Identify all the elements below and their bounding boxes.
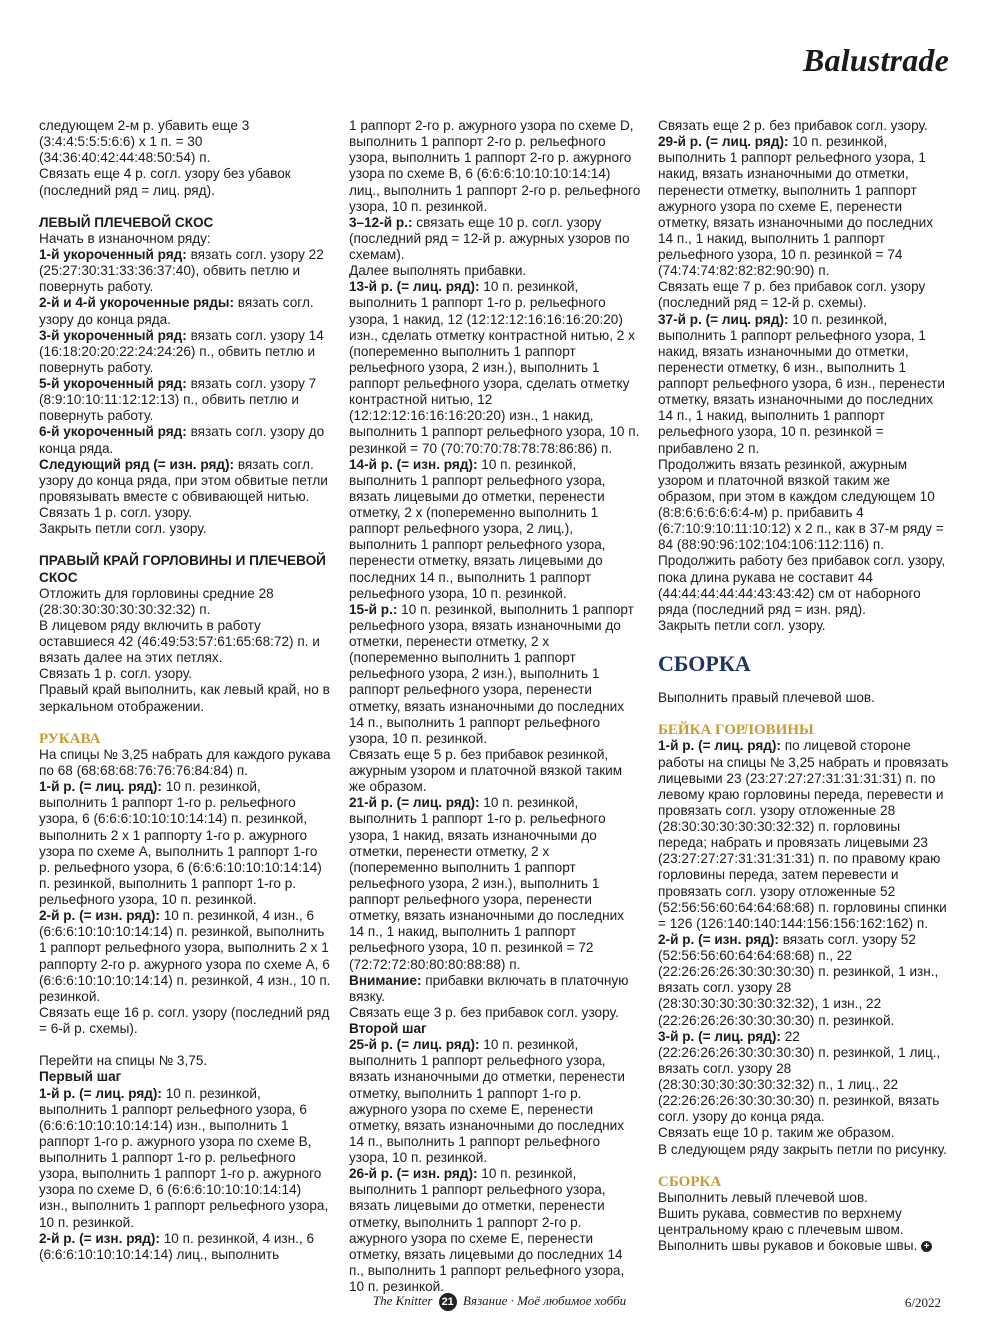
- text-paragraph: Продолжить вязать резинкой, ажурным узором и платочной вязкой таким же образом, при этом в каждом следующем 10 (8:8:6:6:6:6:6:4-м) р. прибавить 4 (6:7:10:9:10:11:10:12) х 2 п., как в 37-м ряду = 84 (88:90:96:102:104:106:112:116) п.: [658, 456, 944, 553]
- page-footer: [0, 1293, 999, 1315]
- chapter-title: СБОРКА: [658, 651, 751, 676]
- row-label: 2-й и 4-й укороченные ряды:: [39, 295, 234, 311]
- instruction-paragraph: [39, 328, 331, 376]
- row-label: 1-й р. (= лиц. ряд):: [39, 779, 162, 795]
- row-label: 26-й р. (= изн. ряд):: [349, 1166, 478, 1182]
- row-text: 22 (22:26:26:26:30:30:30:30) п. резинкой, 1 лиц., вязать согл. узору 28 (28:30:30:30:30:30:32:32) п., 1 лиц., 22 (22:26:26:26:30:30:30:30) п. резинкой, вязать согл. узору до конца ряда.: [658, 1028, 941, 1125]
- row-text: 10 п. резинкой, выполнить 1 раппорт рельефного узора, вязать лицевыми до отметки, перенести отметку, выполнить 1 раппорт 2-го р. ажурного узора по схеме Е, перенести отметку, вязать лицевыми до последних 14 п., выполнить 1 раппорт рельефного узора, 10 п. резинкой.: [349, 1166, 625, 1294]
- row-text: 10 п. резинкой, выполнить 1 раппорт 1-го р. рельефного узора, 1 накид, вязать изнаночными до отметки, перенести отметку, 2 х (попеременно выполнить 1 раппорт рельефного узора, 2 изн.), выполнить 1 раппорт рельефного узора, перенести отметку, вязать изнаночными до последних 14 п., 1 накид, выполнить 1 раппорт рельефного узора, 10 п. резинкой = 72 (72:72:72:80:80:80:88:88) п.: [349, 795, 625, 972]
- row-label: Следующий ряд (= изн. ряд):: [39, 456, 235, 472]
- row-text: 10 п. резинкой, выполнить 1 раппорт рельефного узора, вязать изнаночными до отметки, перенести отметку, выполнить 1 раппорт 1-го р. ажурного узора по схеме Е, перенести отметку, вязать изнаночными до последних 14 п., выполнить 1 раппорт рельефного узора, 10 п. резинкой.: [349, 1037, 626, 1165]
- instruction-paragraph: [658, 932, 950, 1029]
- row-text: 10 п. резинкой, 4 изн., 6 (6:6:6:10:10:10:14:14) п. резинкой, выполнить 1 раппорт рельефного узора, выполнить 2 х 1 раппорту 2-го р. ажурного узора по схеме А, 6 (6:6:6:10:10:10:14:14) п. резинкой, 4 изн., 10 п. резинкой.: [39, 908, 331, 1004]
- instruction-paragraph: [39, 1231, 331, 1263]
- text-paragraph: Связать еще 7 р. без прибавок согл. узору (последний ряд = 12-й р. схемы).: [658, 279, 926, 311]
- row-text: 10 п. резинкой, выполнить 1 раппорт 1-го р. рельефного узора, 1 накид, 12 (12:12:12:16:16:16:20:20) изн., сделать отметку контрастной нитью, 2 х (попеременно выполнить 1 раппорт рельефного узора, 2 изн.), выполнить 1 раппорт рельефного узора, сделать отметку контрастной нитью, 12 (12:12:12:16:16:16:20:20) изн., 1 накид, выполнить 1 раппорт рельефного узора, 10 п. резинкой = 70 (70:70:70:78:78:78:86:86) п.: [349, 279, 640, 456]
- row-label: 25-й р. (= лиц. ряд):: [349, 1037, 480, 1053]
- row-text: вязать согл. узору 22 (25:27:30:31:33:36:37:40), обвить петлю и повернуть работу.: [39, 247, 324, 295]
- text-column-2: [349, 118, 641, 1295]
- instruction-paragraph: [39, 457, 331, 505]
- section-heading: ЛЕВЫЙ ПЛЕЧЕВОЙ СКОС: [39, 214, 214, 230]
- instruction-paragraph: [349, 1166, 641, 1295]
- instruction-paragraph: [658, 312, 950, 457]
- text-column-1: [39, 118, 331, 1263]
- text-paragraph: следующем 2-м р. убавить еще 3 (3:4:4:5:5:5:6:6) х 1 п. = 30 (34:36:40:42:44:48:50:54) п.: [39, 118, 250, 166]
- instruction-paragraph: [349, 973, 641, 1005]
- text-paragraph: Связать 1 р. согл. узору.: [39, 666, 192, 682]
- row-text: 10 п. резинкой, выполнить 1 раппорт 1-го р. рельефного узора, 6 (6:6:6:10:10:10:14:14) п. резинкой, выполнить 2 х 1 раппорту 1-го р. ажурного узора по схеме А, выполнить 1 раппорт 1-го р. рельефного узора, 6 (6:6:6:10:10:10:14:14) п. резинкой, выполнить 1 раппорт 1-го р. рельефного узора, 10 п. резинкой.: [39, 779, 322, 907]
- instruction-paragraph: [39, 424, 331, 456]
- section-heading: ПРАВЫЙ КРАЙ ГОРЛОВИНЫ И ПЛЕЧЕВОЙ СКОС: [39, 553, 326, 585]
- instruction-paragraph: [349, 279, 641, 456]
- instruction-paragraph: [39, 779, 331, 908]
- text-paragraph: Перейти на спицы № 3,75.: [39, 1053, 208, 1069]
- row-label: 2-й р. (= изн. ряд):: [658, 931, 779, 947]
- row-label: 21-й р. (= лиц. ряд):: [349, 795, 480, 811]
- row-label: 3-й укороченный ряд:: [39, 327, 187, 343]
- text-paragraph: Связать еще 4 р. согл. узору без убавок (последний ряд = лиц. ряд).: [39, 166, 291, 198]
- section-title: СБОРКА: [658, 1173, 722, 1190]
- row-label: 1-й укороченный ряд:: [39, 247, 187, 262]
- page-number: 21: [439, 1293, 457, 1311]
- row-label: 1-й р. (= лиц. ряд):: [39, 1085, 162, 1101]
- row-text: вязать согл. узору до конца ряда.: [39, 295, 314, 327]
- instruction-paragraph: [349, 602, 641, 747]
- instruction-paragraph: [349, 1037, 641, 1166]
- text-paragraph: Продолжить работу без прибавок согл. узору, пока длина рукава не составит 44 (44:44:44:44:44:43:43:42) см от наборного ряда (последний ряд = изн. ряд).: [658, 553, 946, 617]
- instruction-paragraph: [349, 795, 641, 972]
- text-paragraph: Вшить рукава, совместив по верхнему центральному краю с плечевым швом.: [658, 1206, 904, 1238]
- row-label: 14-й р. (= изн. ряд):: [349, 456, 478, 472]
- text-paragraph: Выполнить левый плечевой шов.: [658, 1189, 868, 1205]
- text-paragraph: Связать еще 2 р. без прибавок согл. узору.: [658, 118, 928, 133]
- row-label: 37-й р. (= лиц. ряд):: [658, 311, 789, 327]
- text-paragraph: Начать в изнаночном ряду:: [39, 230, 211, 246]
- row-label: 2-й р. (= изн. ряд):: [39, 1230, 160, 1246]
- text-paragraph: Выполнить швы рукавов и боковые швы. +: [658, 1238, 950, 1254]
- row-text: по лицевой стороне работы на спицы № 3,25 набрать и провязать лицевыми 23 (23:27:27:27:31:31:31:31) п. по левому краю горловины переда, перевести и провязать согл. узору отложенные 28 (28:30:30:30:30:30:32:32) п. горловины переда; набрать и провязать лицевыми 23 (23:27:27:27:31:31:31:31) п. по правому краю горловины переда, затем перевести и провязать согл. узору отложенные 52 (52:56:56:60:64:64:68:68) п. горловины спинки = 126 (126:140:140:144:156:156:162:162) п.: [658, 738, 949, 931]
- instruction-paragraph: [658, 134, 950, 279]
- row-label: 3-й р. (= лиц. ряд):: [658, 1028, 781, 1044]
- text-paragraph: В следующем ряду закрыть петли по рисунку.: [658, 1141, 947, 1157]
- text-paragraph: Связать еще 5 р. без прибавок резинкой, ажурным узором и платочной вязкой таким же образом.: [349, 746, 623, 795]
- page-title: Balustrade: [802, 42, 949, 78]
- instruction-paragraph: [658, 738, 950, 932]
- row-label: 6-й укороченный ряд:: [39, 424, 187, 440]
- row-text: вязать согл. узору 7 (8:9:10:10:11:12:12:13) п., обвить петлю и повернуть работу.: [39, 376, 317, 424]
- section-title: РУКАВА: [39, 730, 101, 747]
- row-label: 15-й р.:: [349, 601, 398, 617]
- text-paragraph: Связать еще 10 р. таким же образом.: [658, 1125, 895, 1141]
- text-paragraph: Связать 1 р. согл. узору.: [39, 505, 192, 520]
- row-label: 3–12-й р.:: [349, 214, 413, 230]
- row-label: 13-й р. (= лиц. ряд):: [349, 279, 480, 295]
- text-paragraph: В лицевом ряду включить в работу оставшиеся 42 (46:49:53:57:61:65:68:72) п. и вязать далее на этих петлях.: [39, 617, 320, 666]
- row-label: 2-й р. (= изн. ряд):: [39, 908, 160, 924]
- text-paragraph: Отложить для горловины средние 28 (28:30:30:30:30:30:32:32) п.: [39, 585, 274, 617]
- instruction-paragraph: [349, 215, 641, 263]
- text-paragraph: Закрыть петли согл. узору.: [658, 617, 826, 633]
- instruction-paragraph: [349, 457, 641, 602]
- row-text: 10 п. резинкой, выполнить 1 раппорт рельефного узора, 1 накид, вязать изнаночными до отметки, перенести отметку, выполнить 1 раппорт ажурного узора по схеме Е, перенести отметку, вязать изнаночными до последних 14 п., 1 накид, выполнить 1 раппорт рельефного узора, 10 п. резинкой = 74 (74:74:74:82:82:82:90:90) п.: [658, 134, 934, 279]
- text-paragraph: Связать еще 16 р. согл. узору (последний ряд = 6-й р. схемы).: [39, 1004, 330, 1036]
- row-text: вязать согл. узору до конца ряда.: [39, 424, 325, 456]
- row-label: 29-й р. (= лиц. ряд):: [658, 134, 789, 150]
- row-label: 5-й укороченный ряд:: [39, 376, 187, 391]
- issue-number: 6/2022: [904, 1295, 941, 1310]
- row-text: вязать согл. узору 52 (52:56:56:60:64:64:68:68) п., 22 (22:26:26:26:30:30:30:30) п. резинкой, 1 изн., вязать согл. узору 28 (28:30:30:30:30:30:32:32), 1 изн., 22 (22:26:26:26:30:30:30:30) п. резинкой.: [658, 931, 939, 1028]
- section-title: БЕЙКА ГОРЛОВИНЫ: [658, 722, 814, 739]
- text-paragraph: Далее выполнять прибавки.: [349, 263, 527, 279]
- instruction-paragraph: [39, 908, 331, 1005]
- row-text: 10 п. резинкой, выполнить 1 раппорт рельефного узора, 1 накид, вязать изнаночными до отметки, перенести отметку, 6 изн., выполнить 1 раппорт рельефного узора, 6 изн., перенести отметку, вязать изнаночными до последних 14 п., 1 накид, выполнить 1 раппорт рельефного узора, 10 п. резинкой = прибавлено 2 п.: [658, 311, 945, 456]
- text-paragraph: На спицы № 3,25 набрать для каждого рукава по 68 (68:68:68:76:76:76:84:84) п.: [39, 746, 331, 778]
- instruction-paragraph: [658, 1029, 950, 1126]
- end-of-article-icon: +: [921, 1241, 932, 1252]
- step-heading: [349, 1021, 641, 1037]
- row-text: 10 п. резинкой, выполнить 1 раппорт рельефного узора, вязать изнаночными до отметки, перенести отметку, 2 х (попеременно выполнить 1 раппорт рельефного узора, 2 изн.), выполнить 1 раппорт рельефного узора, перенести отметку, вязать изнаночными до последних 14 п., выполнить 1 раппорт рельефного узора, 10 п. резинкой.: [349, 601, 634, 746]
- text-paragraph: Правый край выполнить, как левый край, но в зеркальном отображении.: [39, 682, 330, 714]
- instruction-paragraph: [39, 247, 331, 295]
- step-label: Первый шаг: [39, 1069, 122, 1085]
- footer-tagline: Вязание · Моё любимое хобби: [462, 1293, 627, 1308]
- row-text: 10 п. резинкой, выполнить 1 раппорт рельефного узора, вязать лицевыми до отметки, перенести отметку, 2 х (попеременно выполнить 1 раппорт рельефного узора, 2 лиц.), выполнить 1 раппорт рельефного узора, перенести отметку, вязать лицевыми до последних 14 п., выполнить 1 раппорт рельефного узора, 10 п. резинкой.: [349, 456, 606, 601]
- text-paragraph: Связать еще 3 р. без прибавок согл. узору.: [349, 1004, 619, 1020]
- text-paragraph: 1 раппорт 2-го р. ажурного узора по схеме D, выполнить 1 раппорт 2-го р. рельефного узора, выполнить 1 раппорт 2-го р. ажурного узора по схеме В, 6 (6:6:6:10:10:10:14:14) лиц., выполнить 1 раппорт 2-го р. рельефного узора, 10 п. резинкой.: [349, 118, 641, 214]
- instruction-paragraph: [39, 295, 331, 327]
- row-text: вязать согл. узору 14 (16:18:20:20:22:24:24:26) п., обвить петлю и повернуть работу.: [39, 327, 324, 375]
- row-label: 1-й р. (= лиц. ряд):: [658, 738, 781, 754]
- row-text: вязать согл. узору до конца ряда, при этом обвитые петли провязывать вместе с обвивающей нитью.: [39, 456, 328, 504]
- step-heading: [39, 1069, 331, 1085]
- text-column-3: [658, 118, 950, 1254]
- row-text: 10 п. резинкой, выполнить 1 раппорт рельефного узора, 6 (6:6:6:10:10:10:14:14) изн., выполнить 1 раппорт 1-го р. ажурного узора по схеме В, выполнить 1 раппорт 1-го р. рельефного узора, выполнить 1 раппорт 1-го р. ажурного узора по схеме D, 6 (6:6:6:10:10:10:14:14) изн., выполнить 1 раппорт рельефного узора, 10 п. резинкой.: [39, 1085, 329, 1230]
- row-text: прибавки включать в платочную вязку.: [349, 972, 629, 1004]
- row-text: связать еще 10 р. согл. узору (последний ряд = 12-й р. ажурных узоров по схемам).: [349, 214, 630, 262]
- text-paragraph: Закрыть петли согл. узору.: [39, 521, 207, 537]
- text-paragraph: Выполнить правый плечевой шов.: [658, 690, 875, 705]
- row-label: Внимание:: [349, 972, 422, 988]
- step-label: Второй шаг: [349, 1021, 427, 1036]
- instruction-paragraph: [39, 1086, 331, 1231]
- row-text: 10 п. резинкой, 4 изн., 6 (6:6:6:10:10:10:14:14) лиц., выполнить: [39, 1230, 315, 1262]
- instruction-paragraph: [39, 376, 331, 424]
- footer-brand: The Knitter: [372, 1293, 433, 1308]
